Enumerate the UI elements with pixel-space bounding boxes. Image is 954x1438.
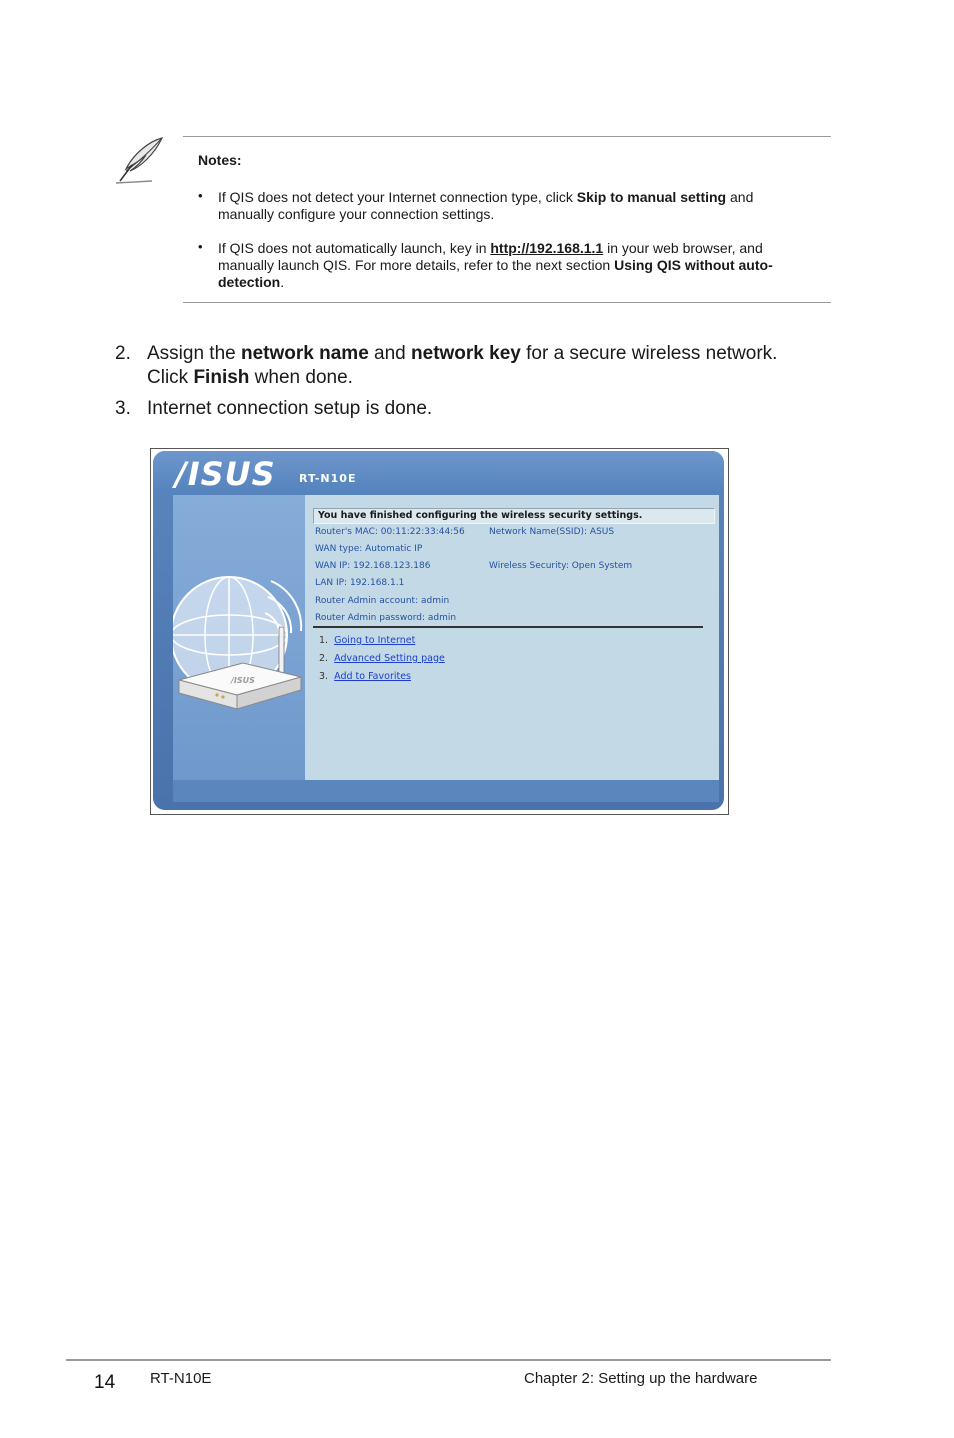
qis-side-panel (173, 495, 305, 780)
qis-header (153, 451, 724, 493)
admin-password: Router Admin password: admin (315, 613, 457, 623)
router-logo-text: /ISUS (231, 676, 255, 685)
wireless-security: Wireless Security: Open System (489, 561, 633, 571)
lan-ip: LAN IP: 192.168.1.1 (315, 578, 405, 588)
link-item-add-to-favorites[interactable]: 3. Add to Favorites (319, 671, 412, 682)
notes-heading: Notes: (198, 152, 242, 168)
note-bullet-2-line2: manually launch QIS. For more details, refer to the next section Using QIS without auto- (218, 257, 773, 273)
going-to-internet-link[interactable]: Going to Internet (334, 635, 416, 646)
qis-footer-bar (173, 780, 719, 802)
link-item-going-to-internet[interactable]: 1. Going to Internet (319, 635, 416, 646)
footer-rule (66, 1359, 831, 1361)
admin-account: Router Admin account: admin (315, 596, 450, 606)
network-ssid: Network Name(SSID): ASUS (489, 527, 615, 537)
skip-manual-setting-text: Skip to manual setting (576, 189, 727, 205)
add-to-favorites-link[interactable]: Add to Favorites (334, 671, 412, 682)
note-bullet-1-line1: If QIS does not detect your Internet connection type, click Skip to manual setting and (218, 189, 754, 205)
link-item-advanced-setting[interactable]: 2. Advanced Setting page (319, 653, 445, 664)
step-3-number: 3. (115, 398, 131, 419)
globe-router-illustration (173, 495, 305, 780)
bullet-dot: • (198, 239, 203, 254)
notes-top-rule (183, 136, 831, 137)
router-mac: Router's MAC: 00:11:22:33:44:56 (315, 527, 465, 537)
advanced-setting-link[interactable]: Advanced Setting page (334, 653, 445, 664)
bullet-dot: • (198, 188, 203, 203)
page-number: 14 (94, 1372, 116, 1393)
qis-screenshot (150, 448, 729, 815)
note-bullet-1-line2: manually configure your connection settings. (218, 206, 495, 222)
note-bullet-1 (218, 189, 830, 223)
step-3-text: Internet connection setup is done. (147, 398, 433, 419)
footer-chapter: Chapter 2: Setting up the hardware (524, 1370, 758, 1387)
notes-bottom-rule (183, 302, 831, 303)
asus-logo: /ISUS (175, 455, 276, 493)
wan-type: WAN type: Automatic IP (315, 544, 423, 554)
qis-content-panel (305, 495, 719, 780)
note-bullet-2-line3: detection. (218, 274, 285, 290)
note-bullet-2 (218, 240, 830, 291)
finished-message: You have finished configuring the wireless security settings. (313, 508, 715, 524)
note-bullet-2-line1: If QIS does not automatically launch, key in http://192.168.1.1 in your web browser, and (218, 240, 763, 256)
footer-model: RT-N10E (150, 1370, 212, 1387)
content-divider (313, 626, 703, 628)
step-2-number: 2. (115, 343, 131, 364)
feather-pen-icon (112, 135, 168, 187)
model-name: RT-N10E (299, 472, 357, 485)
router-url-link[interactable]: http://192.168.1.1 (490, 240, 604, 256)
wan-ip: WAN IP: 192.168.123.186 (315, 561, 431, 571)
qis-window-frame (153, 451, 724, 810)
step-2-text: Assign the network name and network key for a secure wireless network. Click Finish when done. (147, 343, 778, 388)
